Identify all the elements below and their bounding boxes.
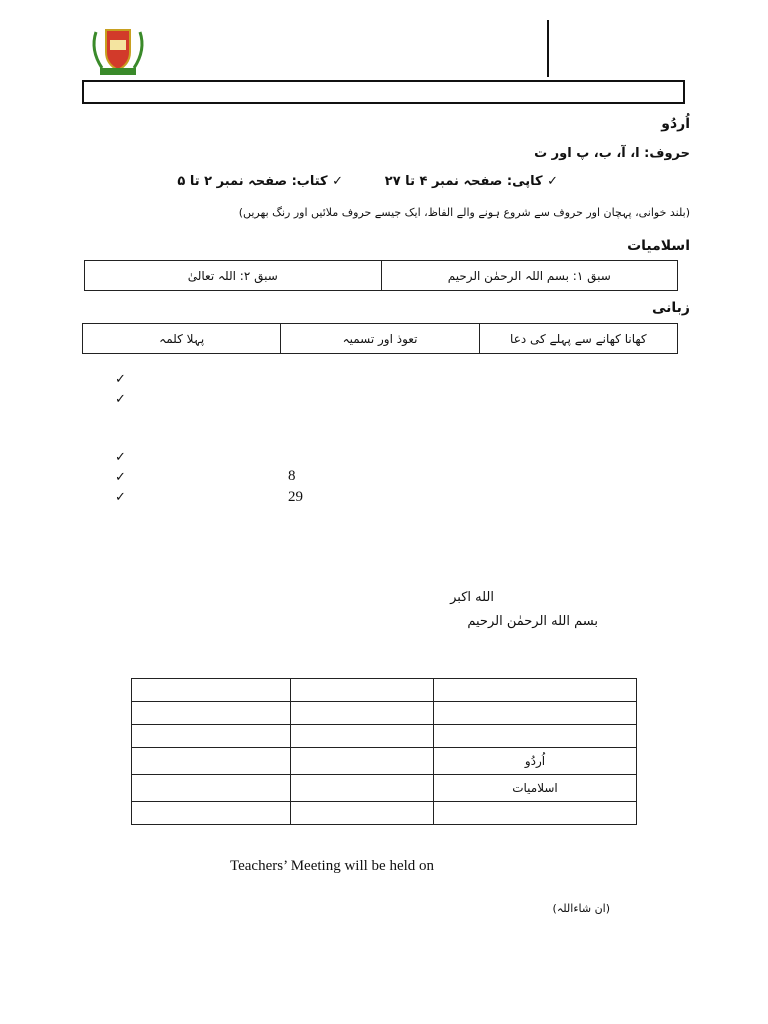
zubani-table [82,323,678,354]
zubani-cell: تعوذ اور تسمیہ [281,324,479,354]
schedule-cell [132,702,291,725]
check-mark: ✓ [115,372,126,387]
islamiat-cell: سبق ۲: اللہ تعالیٰ [85,261,382,291]
school-logo [88,22,148,78]
schedule-cell [132,725,291,748]
schedule-cell [291,702,434,725]
schedule-cell [291,802,434,825]
check-mark: ✓ [115,490,126,505]
check-mark: ✓ [115,470,126,485]
schedule-cell [132,679,291,702]
book-pages: ✓ کتاب: صفحہ نمبر ۲ تا ۵ [177,174,343,189]
schedule-cell [434,679,637,702]
header-divider [547,20,549,77]
zubani-cell: کھانا کھانے سے پہلے کی دعا [479,324,677,354]
zubani-heading: زبانی [652,300,690,316]
check-mark: ✓ [115,450,126,465]
allahu-akbar-text: الله اكبر [450,590,494,605]
schedule-table [131,678,637,825]
checklist-number: 8 [288,468,296,484]
islamiat-cell: سبق ۱: بسم اللہ الرحمٰن الرحیم [381,261,678,291]
bismillah-text: بسم الله الرحمٰن الرحيم [467,614,598,629]
schedule-cell [132,775,291,802]
copy-pages: ✓ کاپی: صفحہ نمبر ۴ تا ۲۷ [384,174,558,189]
urdu-note: (بلند خوانی، پہچان اور حروف سے شروع ہونے والے الفاظ، ایک جیسے حروف ملائیں اور رنگ بھریں) [238,206,690,219]
schedule-cell [132,748,291,775]
schedule-cell: اسلامیات [434,775,637,802]
schedule-cell: اُردُو [434,748,637,775]
schedule-cell [291,725,434,748]
schedule-cell [434,725,637,748]
schedule-cell [434,702,637,725]
schedule-cell [291,775,434,802]
schedule-cell [132,802,291,825]
title-box [82,80,685,104]
schedule-cell [291,748,434,775]
meeting-notice: Teachers’ Meeting will be held on [230,858,435,874]
islamiat-heading: اسلامیات [627,238,690,254]
urdu-heading: اُردُو [661,116,690,132]
huroof-text: حروف: ا، آ، ب، پ اور ت [534,146,690,161]
check-mark: ✓ [115,392,126,407]
checklist-number: 29 [288,489,303,505]
schedule-cell [291,679,434,702]
zubani-cell: پہلا کلمہ [83,324,281,354]
inshallah-text: (ان شاءاللہ) [552,902,610,915]
islamiat-table [84,260,678,291]
schedule-cell [434,802,637,825]
